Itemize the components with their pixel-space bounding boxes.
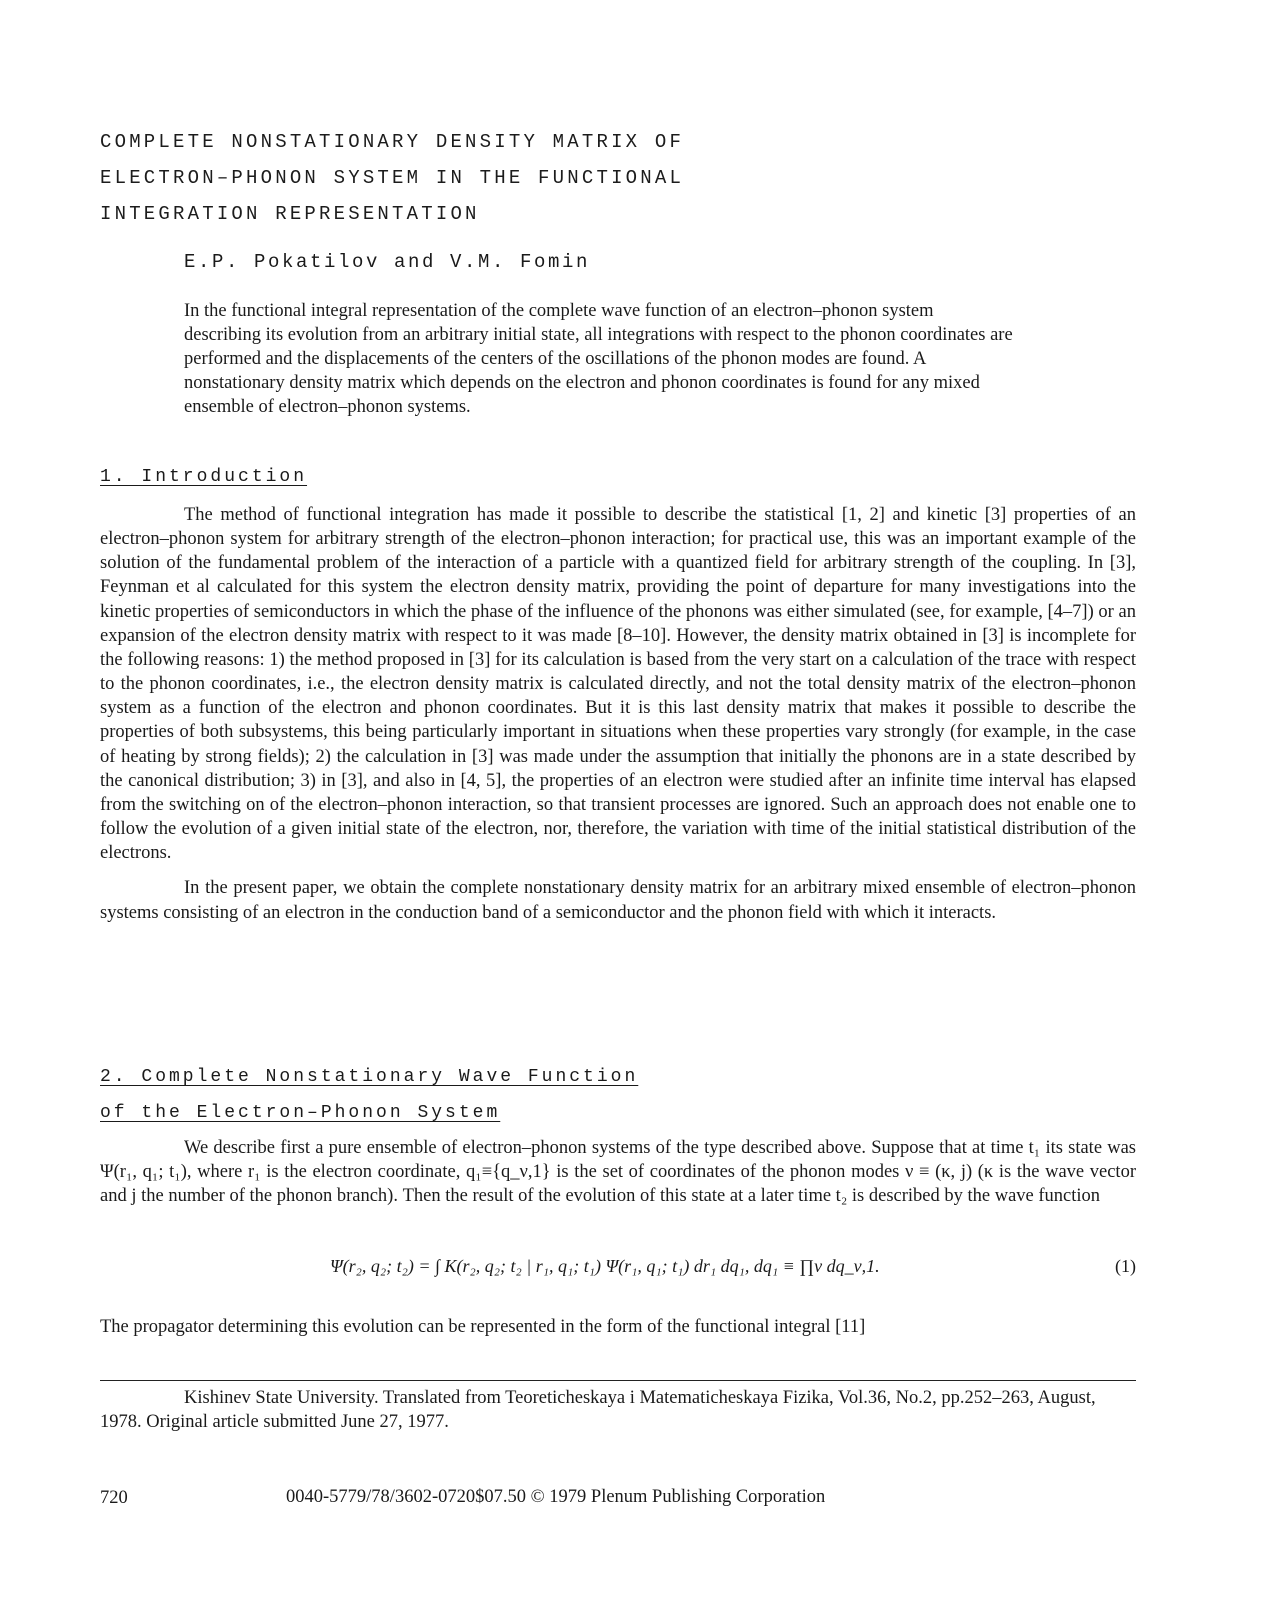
footnote-text: Kishinev State University. Translated from Teoreticheskaya i Matematicheskaya Fizika, Vol.36, No.2, pp.252–263, August, 1978. Original article submitted June 27, 1977. xyxy=(100,1388,1096,1432)
authors: E.P. Pokatilov and V.M. Fomin xyxy=(184,251,591,273)
section-2-paragraph: We describe first a pure ensemble of electron–phonon systems of the type described above. Suppose that at time t₁ its state was Ψ(r₁, q₁; t₁), where r₁ is the electron coordinate, q₁≡{q_ν,1} is the set of coordinates of the phonon modes ν ≡ (κ, j) (κ is the wave vector and j the number of the phonon branch). Then the result of the evolution of this state at a later time t₂ is described by the wave function xyxy=(100,1138,1136,1207)
footnote-rule xyxy=(100,1380,1136,1381)
copyright-line: 0040-5779/78/3602-0720$07.50 © 1979 Plenum Publishing Corporation xyxy=(286,1487,826,1507)
equation-1 xyxy=(100,1252,1136,1302)
title-line-3: INTEGRATION REPRESENTATION xyxy=(100,203,480,225)
page-number: 720 xyxy=(100,1488,128,1508)
title-line-2: ELECTRON–PHONON SYSTEM IN THE FUNCTIONAL xyxy=(100,167,685,189)
section-1-paragraph-2: In the present paper, we obtain the complete nonstationary density matrix for an arbitrary mixed ensemble of electron–phonon systems consisting of an electron in the conduction band of a semiconductor and the phonon field with which it interacts. xyxy=(100,878,1136,923)
section-2-body xyxy=(100,1136,1136,1208)
section-1-heading: 1. Introduction xyxy=(100,467,308,487)
section-1-paragraph-1: The method of functional integration has made it possible to describe the statistical [1, 2] and kinetic [3] properties of an electron–phonon system for arbitrary strength of the electron–phonon interaction; for practical use, this was an important example of the solution of the fundamental problem of the interaction of a particle with a quantized field for arbitrary strength of the coupling. In [3], Feynman et al calculated for this system the electron density matrix, providing the point of departure for many investigations into the kinetic properties of semiconductors in which the phase of the influence of the phonons was either simulated (see, for example, [4–7]) or an expansion of the electron density matrix with respect to it was made [8–10]. However, the density matrix obtained in [3] is incomplete for the following reasons: 1) the method proposed in [3] for its calculation is based from the very start on a calculation of the trace with respect to the phonon coordinates, i.e., the electron density matrix is calculated directly, and not the total density matrix of the electron–phonon system as a function of the electron and phonon coordinates. But it is this last density matrix that makes it possible to describe the properties of both subsystems, this being particularly important in situations when these properties vary strongly (for example, in the case of heating by strong fields); 2) the calculation in [3] was made under the assumption that initially the phonons are in a state described by the canonical distribution; 3) in [3], and also in [4, 5], the properties of an electron were studied after an infinite time interval has elapsed from the switching on of the electron–phonon interaction, so that transient processes are ignored. Such an approach does not enable one to follow the evolution of a given initial state of the electron, nor, therefore, the variation with time of the initial statistical distribution of the electrons. xyxy=(100,505,1136,864)
section-2-heading-line-1: 2. Complete Nonstationary Wave Function xyxy=(100,1067,639,1087)
equation-1-body: Ψ(r₂, q₂; t₂) = ∫ K(r₂, q₂; t₂ | r₁, q₁; t₁) Ψ(r₁, q₁; t₁) dr₁ dq₁, dq₁ ≡ ∏ν dq_ν,1. xyxy=(330,1256,880,1276)
equation-1-number: (1) xyxy=(1115,1256,1136,1276)
footnote xyxy=(100,1386,1136,1434)
section-1-body xyxy=(100,503,1136,925)
title-line-1: COMPLETE NONSTATIONARY DENSITY MATRIX OF xyxy=(100,131,685,153)
after-equation-text: The propagator determining this evolution can be represented in the form of the functional integral [11] xyxy=(100,1317,866,1337)
section-2-heading-line-2: of the Electron–Phonon System xyxy=(100,1103,501,1123)
abstract: In the functional integral representation of the complete wave function of an electron–phonon system describing its evolution from an arbitrary initial state, all integrations with respect to the phonon coordinates are performed and the displacements of the centers of the oscillations of the phonon modes are found. A nonstationary density matrix which depends on the electron and phonon coordinates is found for any mixed ensemble of electron–phonon systems. xyxy=(184,301,1013,417)
